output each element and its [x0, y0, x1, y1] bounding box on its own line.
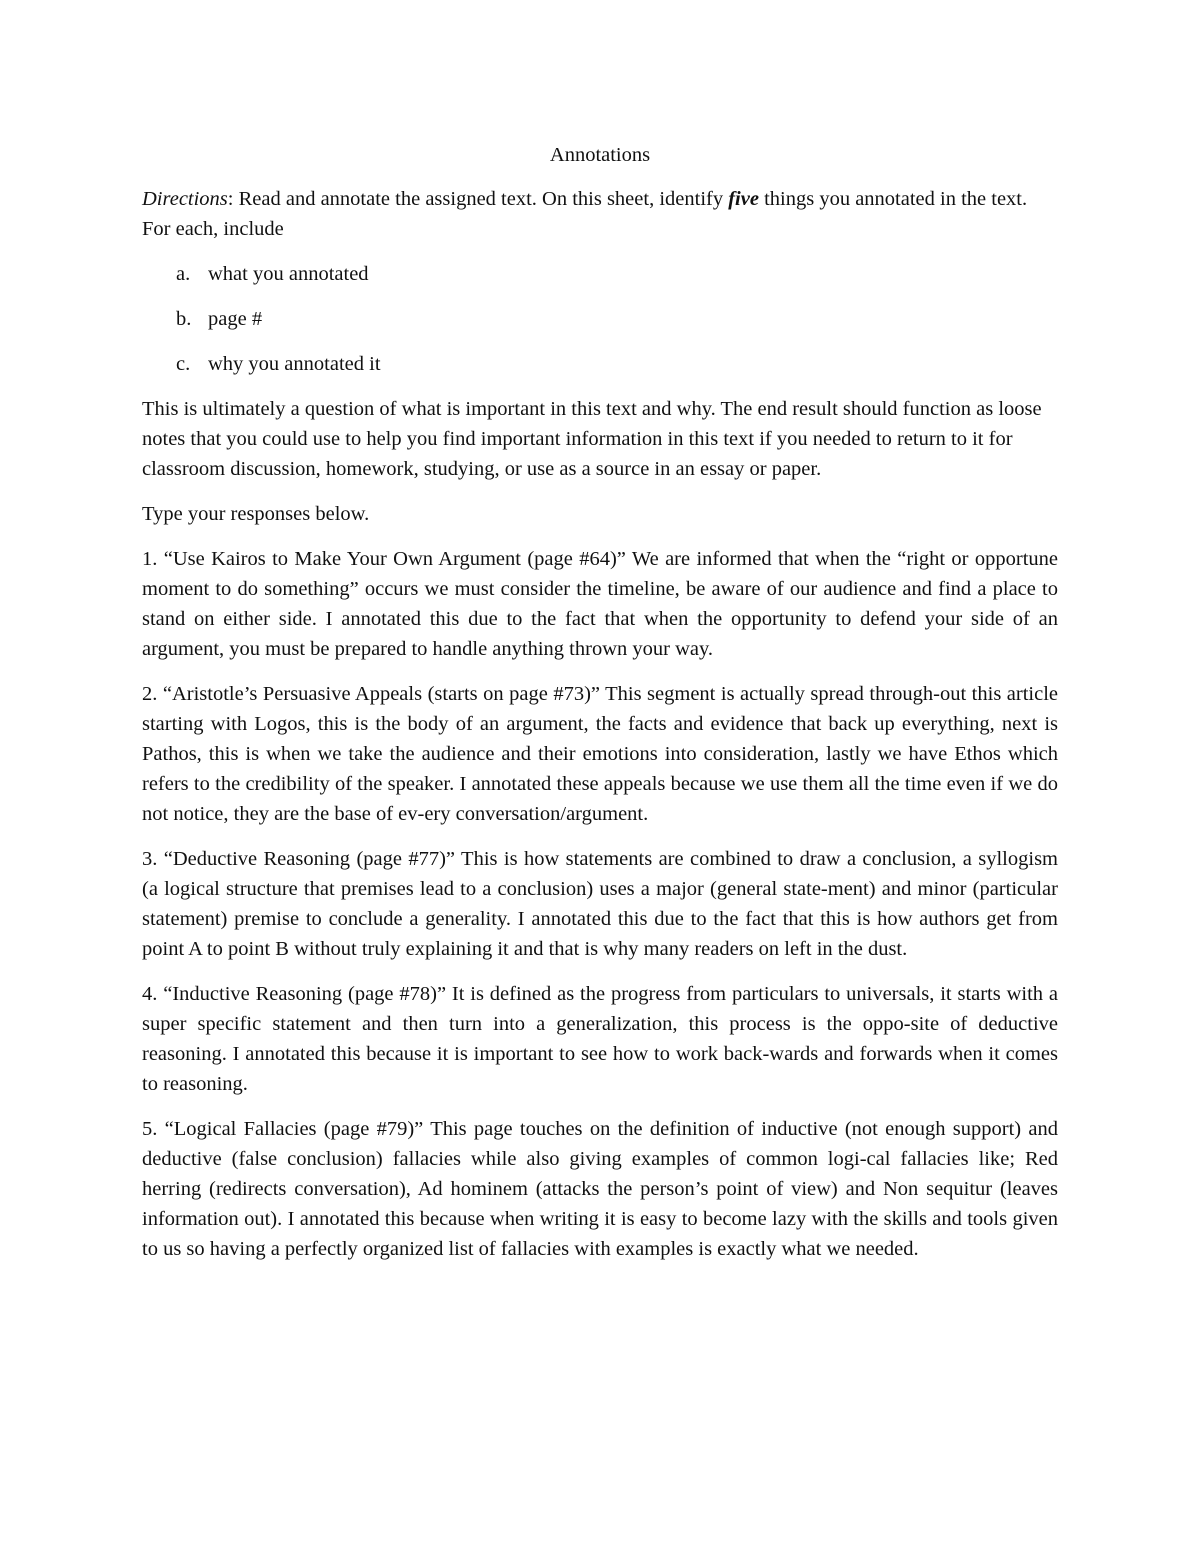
- response-1: 1. “Use Kairos to Make Your Own Argument (page #64)” We are informed that when the “right or opportune moment to do something” occurs we must consider the timeline, be aware of our audience and find a place to stand on either side. I annotated this due to the fact that when the opportunity to defend your side of an argument, you must be prepared to handle anything thrown your way.: [142, 548, 1058, 660]
- response-5: 5. “Logical Fallacies (page #79)” This page touches on the definition of inductive (not enough support) and deductive (false conclusion) fallacies while also giving examples of common logi-cal fallacies like; Red herring (redirects conversation), Ad hominem (attacks the person’s point of view) and Non sequitur (leaves information out). I annotated this because when writing it is easy to become lazy with the skills and tools given to us so having a perfectly organized list of fallacies with examples is exactly what we needed.: [142, 1118, 1058, 1260]
- directions-label: Directions: [142, 188, 228, 210]
- document-page: [142, 140, 1058, 1279]
- list-marker: b.: [176, 308, 192, 330]
- list-item-text: what you annotated: [208, 263, 369, 285]
- directions-emphasis: five: [728, 188, 759, 210]
- include-list: [142, 259, 1058, 379]
- purpose-paragraph: This is ultimately a question of what is important in this text and why. The end result should function as loose notes that you could use to help you find important information in this text if you needed to return to it for classroom discussion, homework, studying, or use as a source in an essay or paper.: [142, 398, 1042, 480]
- directions-paragraph: [142, 184, 1058, 244]
- response-3: 3. “Deductive Reasoning (page #77)” This is how statements are combined to draw a conclusion, a syllogism (a logical structure that premises lead to a conclusion) uses a major (general state-ment) and minor (particular statement) premise to conclude a generality. I annotated this due to the fact that this is how authors get from point A to point B without truly explaining it and that is why many readers on left in the dust.: [142, 848, 1058, 960]
- list-item-text: page #: [208, 308, 263, 330]
- list-marker: a.: [176, 263, 191, 285]
- response-4: 4. “Inductive Reasoning (page #78)” It is defined as the progress from particulars to universals, it starts with a super specific statement and then turn into a generalization, this process is the oppo-site of deductive reasoning. I annotated this because it is important to see how to work back-wards and forwards when it comes to reasoning.: [142, 983, 1058, 1095]
- response-2: 2. “Aristotle’s Persuasive Appeals (starts on page #73)” This segment is actually spread through-out this article starting with Logos, this is the body of an argument, the facts and evidence that back up everything, next is Pathos, this is when we take the audience and their emotions into consideration, lastly we have Ethos which refers to the credibility of the speaker. I annotated these appeals because we use them all the time even if we do not notice, they are the base of ev-ery conversation/argument.: [142, 683, 1058, 825]
- response-prompt: Type your responses below.: [142, 503, 370, 525]
- directions-text-b: things you annotated in the text. For each, include: [142, 188, 1028, 240]
- list-item: [142, 304, 1058, 334]
- list-item-text: why you annotated it: [208, 353, 381, 375]
- page-title: Annotations: [549, 144, 651, 166]
- list-marker: c.: [176, 353, 191, 375]
- directions-text-a: : Read and annotate the assigned text. On this sheet, identify: [227, 188, 729, 210]
- list-item: [142, 349, 1058, 379]
- list-item: [142, 259, 1058, 289]
